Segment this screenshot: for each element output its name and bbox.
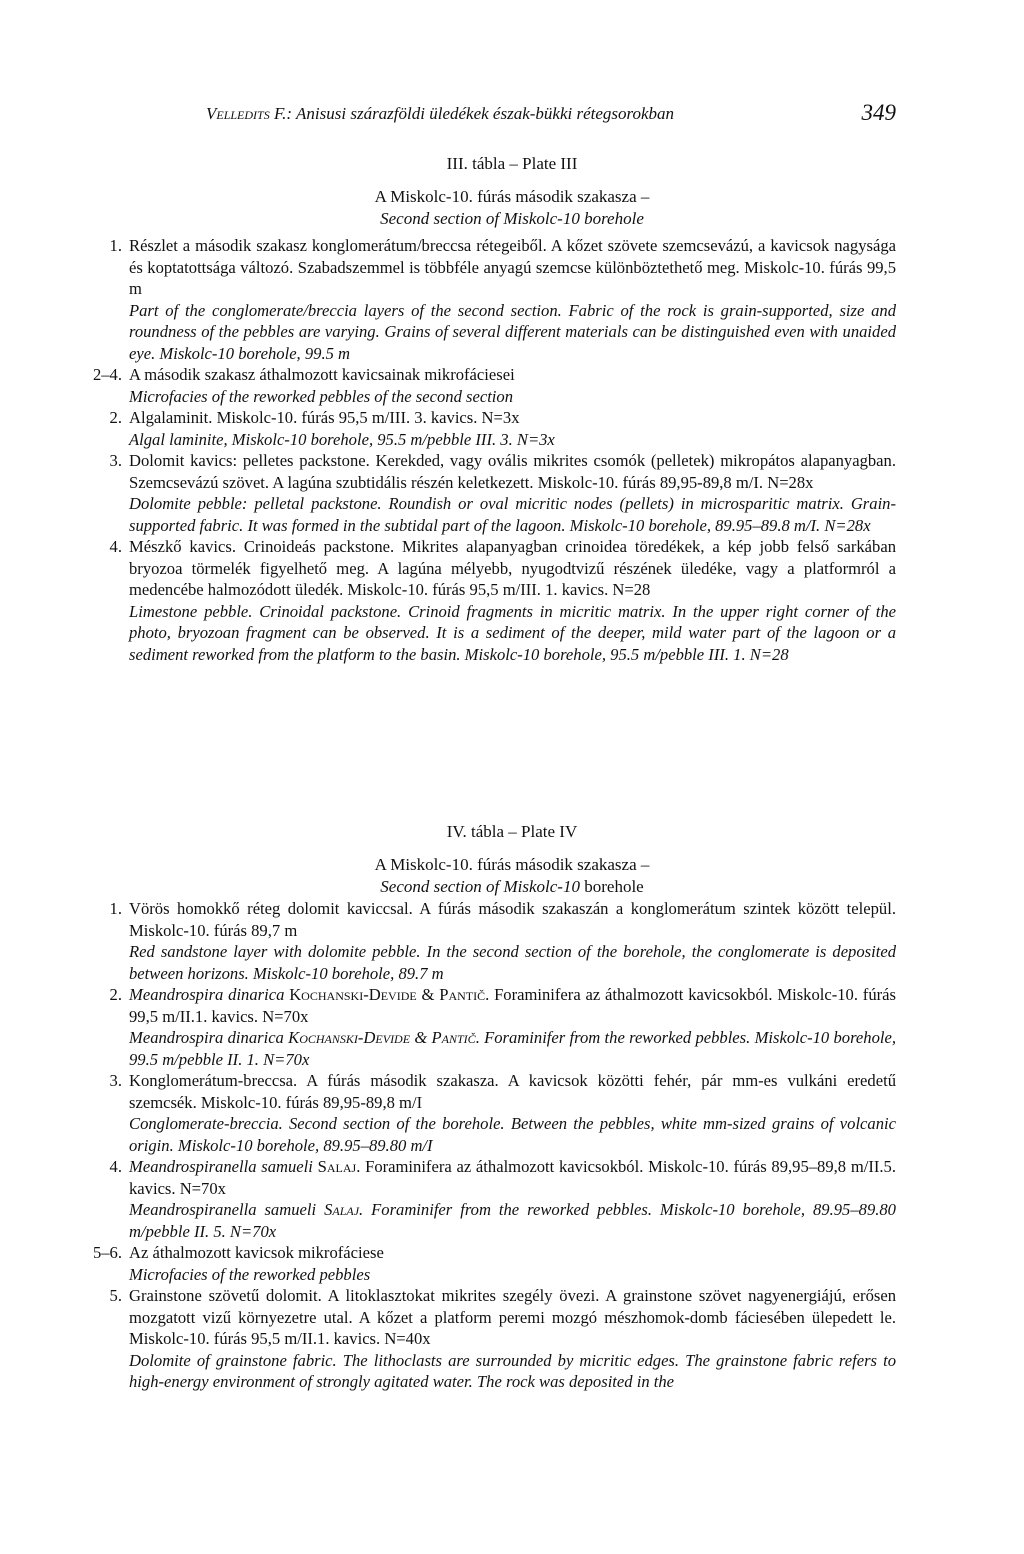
entry-number: 5–6. [92, 1243, 122, 1262]
entry-text-en: Limestone pebble. Crinoidal packstone. Crinoid fragments in micritic matrix. In the upper right corner of the photo, bryozoan fragment can be observed. It is a sediment of the deeper, mild water part of the lagoon or a sediment reworked from the platform to the basin. Miskolc-10 borehole, 95.5 m/pebble III. 1. N=28 [129, 601, 896, 664]
entry-text-hu [129, 984, 896, 1027]
entry-text-en: Algal laminite, Miskolc-10 borehole, 95.5 m/pebble III. 3. N=3x [129, 429, 555, 449]
entry-text-rest: . Foraminifera az áthalmozott kavicsokból. Miskolc-10. fúrás 99,5 m/II.1. kavics. N=70x [129, 985, 896, 1026]
entry-text-rest: . Foraminifer from the reworked pebbles. Miskolc-10 borehole, 89.95–89.80 m/pebble II. 5. N=70x [129, 1200, 896, 1241]
plate-3-heading: III. tábla – Plate III [446, 154, 578, 173]
entry-text-hu [129, 1156, 896, 1199]
entry-text-hu: Az áthalmozott kavicsok mikrofáciese [129, 1243, 384, 1262]
species-author: Kochanski-Devide & Pantič [288, 1028, 476, 1047]
caption-entry [0, 407, 896, 450]
species-name: Meandrospiranella samueli [129, 1157, 313, 1176]
caption-entry [0, 1070, 896, 1156]
plate-4-subtitle-en-plain: borehole [579, 877, 644, 896]
plate-3-captions [0, 235, 1024, 665]
entry-number: 1. [109, 236, 122, 255]
entry-text-hu: Dolomit kavics: pelletes packstone. Kerekded, vagy ovális mikrites csomók (pelletek) mikropátos alapanyagban. Szemcsevázú szövet. A lagúna szubtidális részén keletkezett. Miskolc-10. fúrás 89,95-89,8 m/I. N=28x [129, 451, 896, 492]
plate-4-subtitle-en [120, 876, 904, 898]
entry-number: 4. [109, 537, 122, 556]
plate-3-subtitle-en: Second section of Miskolc-10 borehole [380, 209, 644, 228]
plate-4-heading-block [120, 820, 904, 898]
entry-text-en: Dolomite pebble: pelletal packstone. Roundish or oval micritic nodes (pellets) in microsparitic matrix. Grain-supported fabric. It was formed in the subtidal part of the lagoon. Miskolc-10 borehole, 89.95–89.8 m/I. N=28x [129, 494, 896, 535]
entry-text-hu: A második szakasz áthalmozott kavicsainak mikrofáciesei [129, 365, 515, 384]
caption-entry [0, 984, 896, 1070]
caption-entry [0, 898, 896, 984]
plate-4-captions [0, 898, 1024, 1393]
species-author: Salaj [324, 1200, 360, 1219]
entry-text-en [129, 1199, 896, 1242]
species-author: Salaj [317, 1157, 357, 1176]
caption-entry [0, 1285, 896, 1393]
plate-4-heading: IV. tábla – Plate IV [446, 822, 578, 841]
plate-4-subtitle-hu: A Miskolc-10. fúrás második szakasza – [374, 855, 650, 874]
entry-text-hu: Algalaminit. Miskolc-10. fúrás 95,5 m/III. 3. kavics. N=3x [129, 408, 520, 427]
caption-entry [0, 1242, 896, 1285]
entry-number: 2. [109, 408, 122, 427]
plate-3-subtitle-hu: A Miskolc-10. fúrás második szakasza – [374, 187, 650, 206]
running-header [206, 100, 896, 134]
caption-entry [0, 536, 896, 665]
entry-number: 2. [109, 985, 122, 1004]
page-number: 349 [861, 100, 896, 125]
entry-number: 3. [109, 451, 122, 470]
species-name: Meandrospira dinarica [129, 1028, 284, 1047]
species-name: Meandrospira dinarica [129, 985, 285, 1004]
entry-text-en: Conglomerate-breccia. Second section of the borehole. Between the pebbles, white mm-sized grains of volcanic origin. Miskolc-10 borehole, 89.95–89.80 m/I [129, 1114, 896, 1155]
caption-entry [0, 450, 896, 536]
caption-entry [0, 364, 896, 407]
entry-number: 2–4. [92, 365, 122, 384]
entry-text-hu: Grainstone szövetű dolomit. A litoklasztokat mikrites szegély övezi. A grainstone szövet nagyenergiájú, erősen mozgatott vizű környezetre utal. A kőzet a platform peremi mozgó mészhomok-domb fáciesében ülepedett le. Miskolc-10. fúrás 95,5 m/II.1. kavics. N=40x [129, 1286, 896, 1348]
entry-text-en: Red sandstone layer with dolomite pebble. In the second section of the borehole, the conglomerate is deposited between horizons. Miskolc-10 borehole, 89.7 m [129, 942, 896, 983]
entry-number: 4. [109, 1157, 122, 1176]
plate-4-subtitle-en-italic: Second section of Miskolc-10 [380, 877, 580, 896]
entry-text-en: Dolomite of grainstone fabric. The lithoclasts are surrounded by micritic edges. The grainstone fabric refers to high-energy environment of strongly agitated water. The rock was deposited in the [129, 1350, 896, 1391]
entry-text-rest: . Foraminifer from the reworked pebbles. Miskolc-10 borehole, 99.5 m/pebble II. 1. N=70x [129, 1028, 897, 1069]
entry-text-rest: . Foraminifera az áthalmozott kavicsokból. Miskolc-10. fúrás 89,95–89,8 m/II.5. kavics. N=70x [129, 1157, 896, 1198]
header-author: Velledits F. [206, 104, 287, 123]
entry-text-en [129, 1027, 896, 1070]
running-title [206, 104, 674, 124]
caption-entry [0, 1156, 896, 1242]
entry-number: 3. [109, 1071, 122, 1090]
entry-text-en: Part of the conglomerate/breccia layers of the second section. Fabric of the rock is grain-supported, size and roundness of the pebbles are varying. Grains of several different materials can be distinguished even with unaided eye. Miskolc-10 borehole, 99.5 m [129, 300, 896, 363]
species-author: Kochanski-Devide & Pantič [289, 985, 486, 1004]
entry-number: 5. [109, 1286, 122, 1305]
entry-text-hu: Vörös homokkő réteg dolomit kaviccsal. A fúrás második szakaszán a konglomerátum szintek között települ. Miskolc-10. fúrás 89,7 m [129, 899, 896, 940]
entry-text-hu: Részlet a második szakasz konglomerátum/breccsa rétegeiből. A kőzet szövete szemcsevázú, a kavicsok nagysága és koptatottsága változó. Szabadszemmel is többféle anyagú szemcse különböztethető meg. Miskolc-10. fúrás 99,5 m [129, 236, 896, 298]
plate-3-heading-block [120, 152, 904, 230]
entry-text-en: Microfacies of the reworked pebbles [129, 1264, 371, 1284]
species-name: Meandrospiranella samueli [129, 1200, 317, 1219]
caption-entry [0, 235, 896, 364]
entry-number: 1. [109, 899, 122, 918]
entry-text-hu: Mészkő kavics. Crinoideás packstone. Mikrites alapanyagban crinoidea töredékek, a kép jobb felső sarkában bryozoa törmelék figyelhető meg. A lagúna mélyebb, nyugodtvizű részének üledéke, vagy a platformról a medencébe halmozódott üledék. Miskolc-10. fúrás 95,5 m/III. 1. kavics. N=28 [129, 537, 896, 599]
entry-text-en: Microfacies of the reworked pebbles of the second section [129, 386, 514, 406]
header-title: : Anisusi szárazföldi üledékek észak-bükki rétegsorokban [286, 104, 675, 123]
entry-text-hu: Konglomerátum-breccsa. A fúrás második szakasza. A kavicsok közötti fehér, pár mm-es vulkáni eredetű szemcsék. Miskolc-10. fúrás 89,95-89,8 m/I [129, 1071, 896, 1112]
